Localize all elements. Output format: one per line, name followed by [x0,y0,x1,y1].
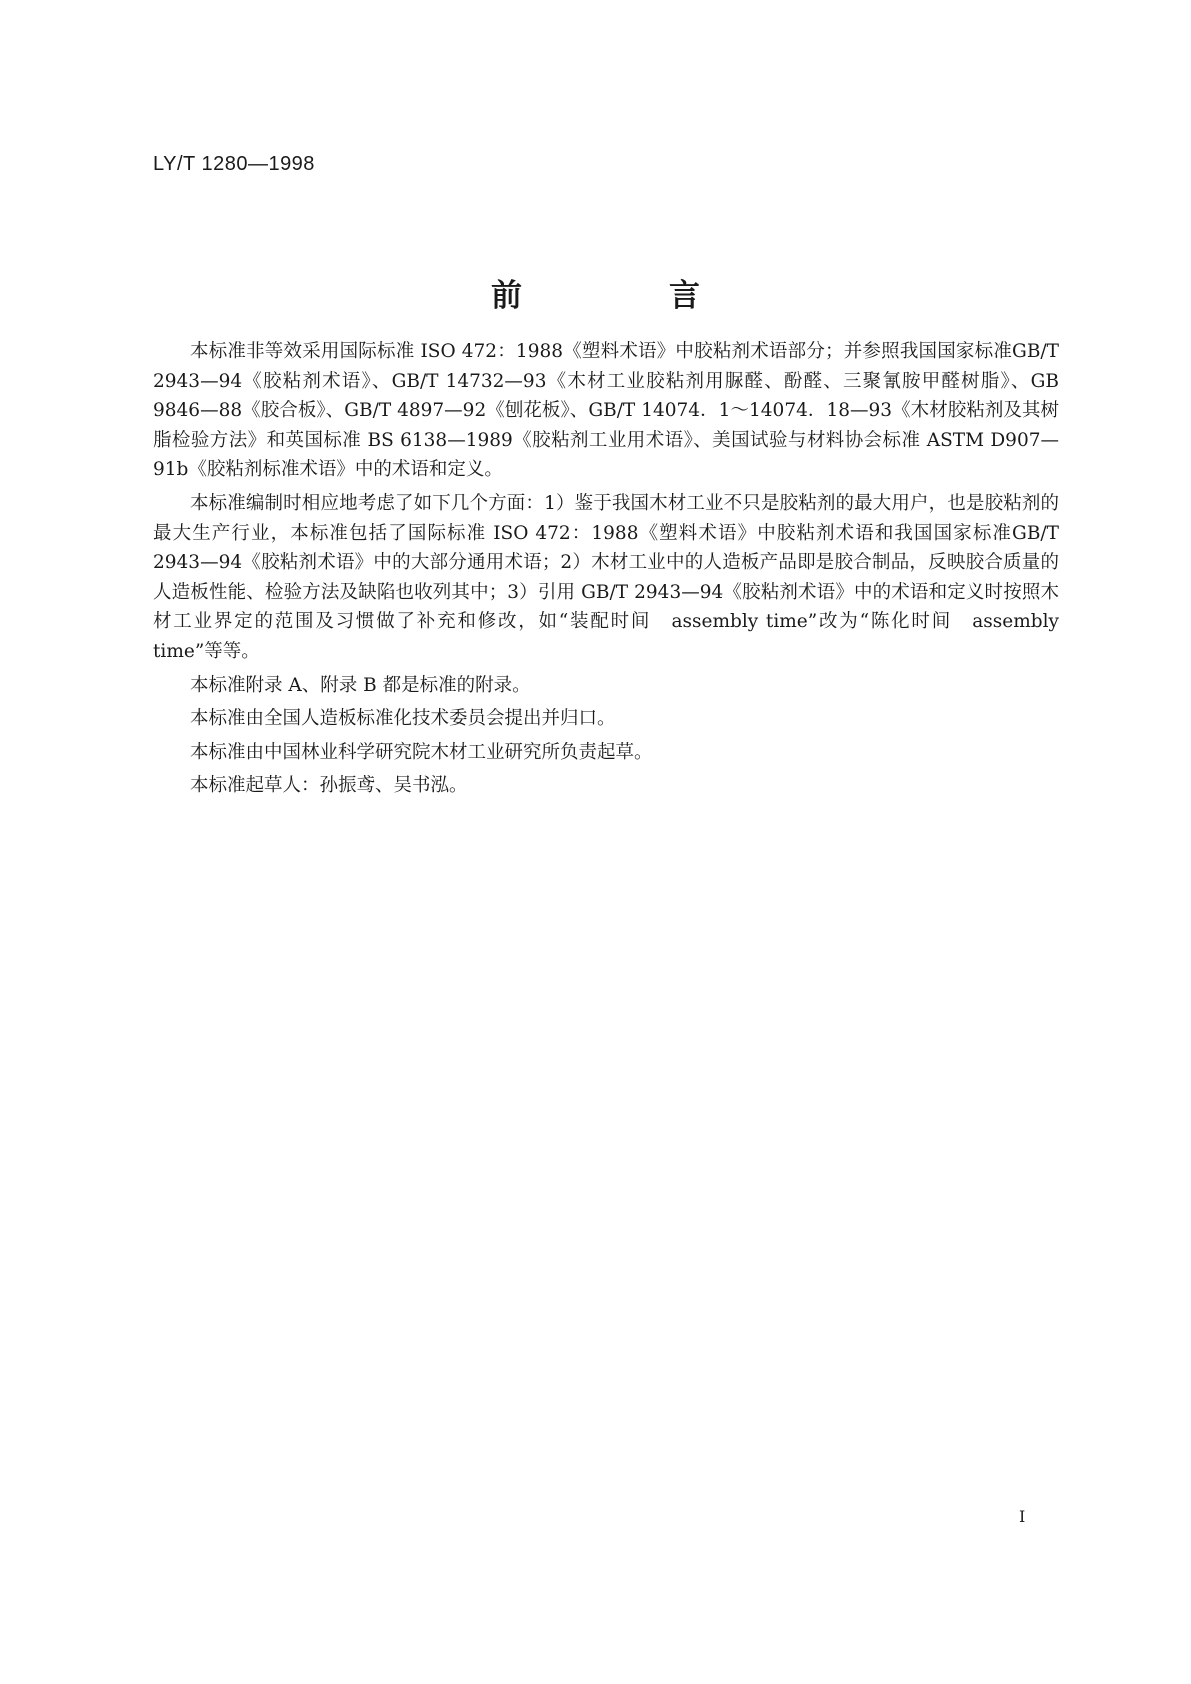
document-code: LY/T 1280—1998 [153,153,315,175]
page-number: I [1019,1507,1026,1526]
foreword-paragraph-drafting-unit: 本标准由中国林业科学研究院木材工业研究所负责起草。 [190,741,653,763]
foreword-paragraph-appendix: 本标准附录 A、附录 B 都是标准的附录。 [190,674,531,696]
foreword-body [153,337,1059,805]
foreword-paragraph-adoption: 本标准非等效采用国际标准 ISO 472：1988《塑料术语》中胶粘剂术语部分；并参照我国国家标准GB/T 2943—94《胶粘剂术语》、GB/T 14732—93《木材工业胶粘剂用脲醛、酚醛、三聚氰胺甲醛树脂》、GB 9846—88《胶合板》、GB/T 4897—92《刨花板》、GB/T 14074．1～14074．18—93《木材胶粘剂及其树脂检验方法》和英国标准 BS 6138—1989《胶粘剂工业用术语》、美国试验与材料协会标准 ASTM D907—91b《胶粘剂标准术语》中的术语和定义。 [153,341,1059,481]
foreword-paragraph-proposer: 本标准由全国人造板标准化技术委员会提出并归口。 [190,708,616,730]
foreword-paragraph-drafters: 本标准起草人：孙振鸢、吴书泓。 [190,775,468,797]
page-title: 前 言 [491,278,758,314]
foreword-paragraph-considerations: 本标准编制时相应地考虑了如下几个方面：1）鉴于我国木材工业不只是胶粘剂的最大用户，也是胶粘剂的最大生产行业，本标准包括了国际标准 ISO 472：1988《塑料术语》中胶粘剂术语和我国国家标准GB/T 2943—94《胶粘剂术语》中的大部分通用术语；2）木材工业中的人造板产品即是胶合制品，反映胶合质量的人造板性能、检验方法及缺陷也收列其中；3）引用 GB/T 2943—94《胶粘剂术语》中的术语和定义时按照木材工业界定的范围及习惯做了补充和修改，如“装配时间 assembly time”改为“陈化时间 assembly time”等等。 [153,492,1059,662]
